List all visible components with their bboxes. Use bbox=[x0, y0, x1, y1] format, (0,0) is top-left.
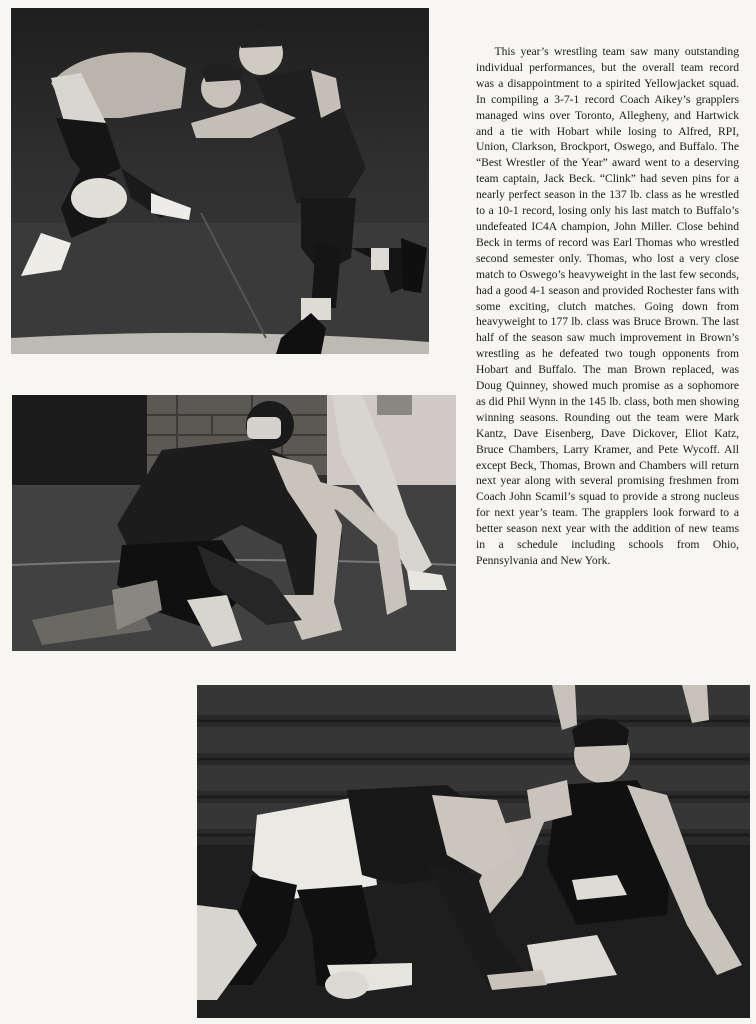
wrestlers-standing-photo bbox=[11, 8, 429, 354]
article-text-column bbox=[476, 44, 739, 569]
wrestlers-mat-hold-photo bbox=[12, 395, 456, 651]
article-body: This year’s wrestling team saw many outstanding individual performances, but the overall team record was a disappointment to a spirited Yellowjacket squad. In compiling a 3-7-1 record Coach Aikey’s grapplers managed wins over Toronto, Allegheny, and Hartwick and a tie with Hobart while losing to Alfred, RPI, Union, Clarkson, Brockport, Oswego, and Buffalo. The “Best Wrestler of the Year” award went to a deserving team captain, Jack Beck. “Clink” had seven pins for a nearly perfect season in the 137 lb. class as he wrestled to a 10-1 record, losing only his last match to Buffalo’s undefeated IC4A champion, John Miller. Close behind Beck in terms of record was Earl Thomas who wrestled second semester only. Thomas, who lost a very close match to Oswego’s heavyweight in the last few seconds, had a good 4-1 season and provided Rochester fans with some exciting, clutch matches. Going down from heavyweight to 177 lb. class was Bruce Brown. The last half of the season saw much improvement in Brown’s wrestling as he defeated two tough opponents from Hobart and Buffalo. The man Brown replaced, was Doug Quinney, showed much promise as a sophomore as did Phil Wynn in the 145 lb. class, both men showing winning seasons. Rounding out the team were Mark Kantz, Dave Eisenberg, Dave Dickover, Eliot Katz, Bruce Chambers, Larry Kramer, and Pete Wycoff. All except Beck, Thomas, Brown and Chambers will return next year along with several promising freshmen from Coach John Scamil’s squad to provide a strong nucleus for next year’s team. The grapplers look forward to a better season next year with the addition of new teams in a schedule including schools from Ohio, Pennsylvania and New York. bbox=[476, 45, 739, 567]
wrestlers-takedown-photo bbox=[197, 685, 750, 1018]
